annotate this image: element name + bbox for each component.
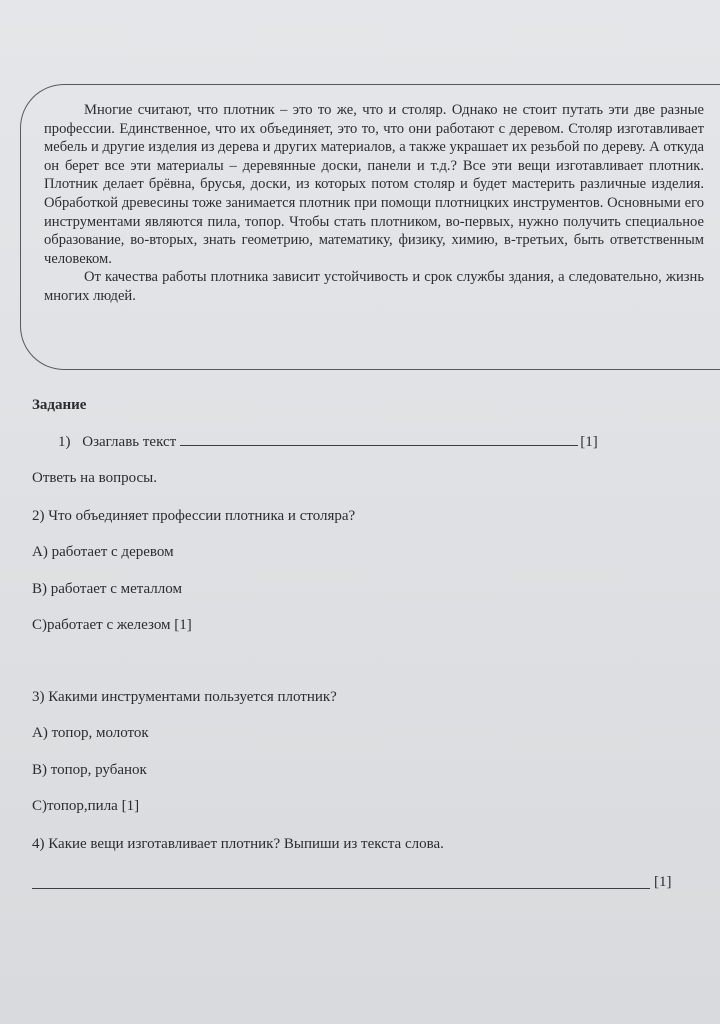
question-1-number: 1) <box>58 434 71 450</box>
text-paragraph-2: От качества работы плотника зависит устойчивость и срок службы здания, а следовательно, жизнь многих людей. <box>44 269 704 304</box>
question-2-option-a: А) работает с деревом <box>32 544 174 560</box>
text-paragraph-1: Многие считают, что плотник – это то же, что и столяр. Однако не стоит путать эти две разные профессии. Единственное, что их объединяет, это то, что они работают с деревом. Столяр изготавливает мебель и другие изделия из дерева и других материалов, а также украшает их резьбой по дереву. А откуда он берет все эти материалы – деревянные доски, панели и т.д.? Все эти вещи изготавливает плотник. Плотник делает брёвна, брусья, доски, из которых потом столяр и будет мастерить различные изделия. Обработкой древесины тоже занимается плотник при помощи плотницких инструментов. Основными его инструментами являются пила, топор. Чтобы стать плотником, во-первых, нужно получить специальное образование, во-вторых, знать геометрию, математику, физику, химию, в-третьих, быть ответственным человеком. <box>44 102 704 267</box>
question-1-text: Озаглавь текст <box>82 434 177 450</box>
question-4-points: [1] <box>654 874 672 890</box>
question-3-option-c: С)топор,пила [1] <box>32 798 140 814</box>
question-3-option-a: А) топор, молоток <box>32 725 149 741</box>
question-2-text: 2) Что объединяет профессии плотника и столяра? <box>32 508 356 524</box>
question-3-text: 3) Какими инструментами пользуется плотник? <box>32 689 337 705</box>
reading-text <box>44 101 704 306</box>
question-2-option-b: В) работает с металлом <box>32 581 182 597</box>
question-4-answer-line[interactable] <box>32 888 650 889</box>
instruction-text: Ответь на вопросы. <box>32 470 157 486</box>
question-1-points: [1] <box>580 434 598 450</box>
title-answer-line[interactable] <box>180 433 578 446</box>
question-3-option-b: В) топор, рубанок <box>32 762 147 778</box>
question-2-option-c: С)работает с железом [1] <box>32 617 192 633</box>
question-1 <box>58 433 618 451</box>
task-title: Задание <box>32 397 87 413</box>
question-4-text: 4) Какие вещи изготавливает плотник? Выпиши из текста слова. <box>32 836 444 852</box>
